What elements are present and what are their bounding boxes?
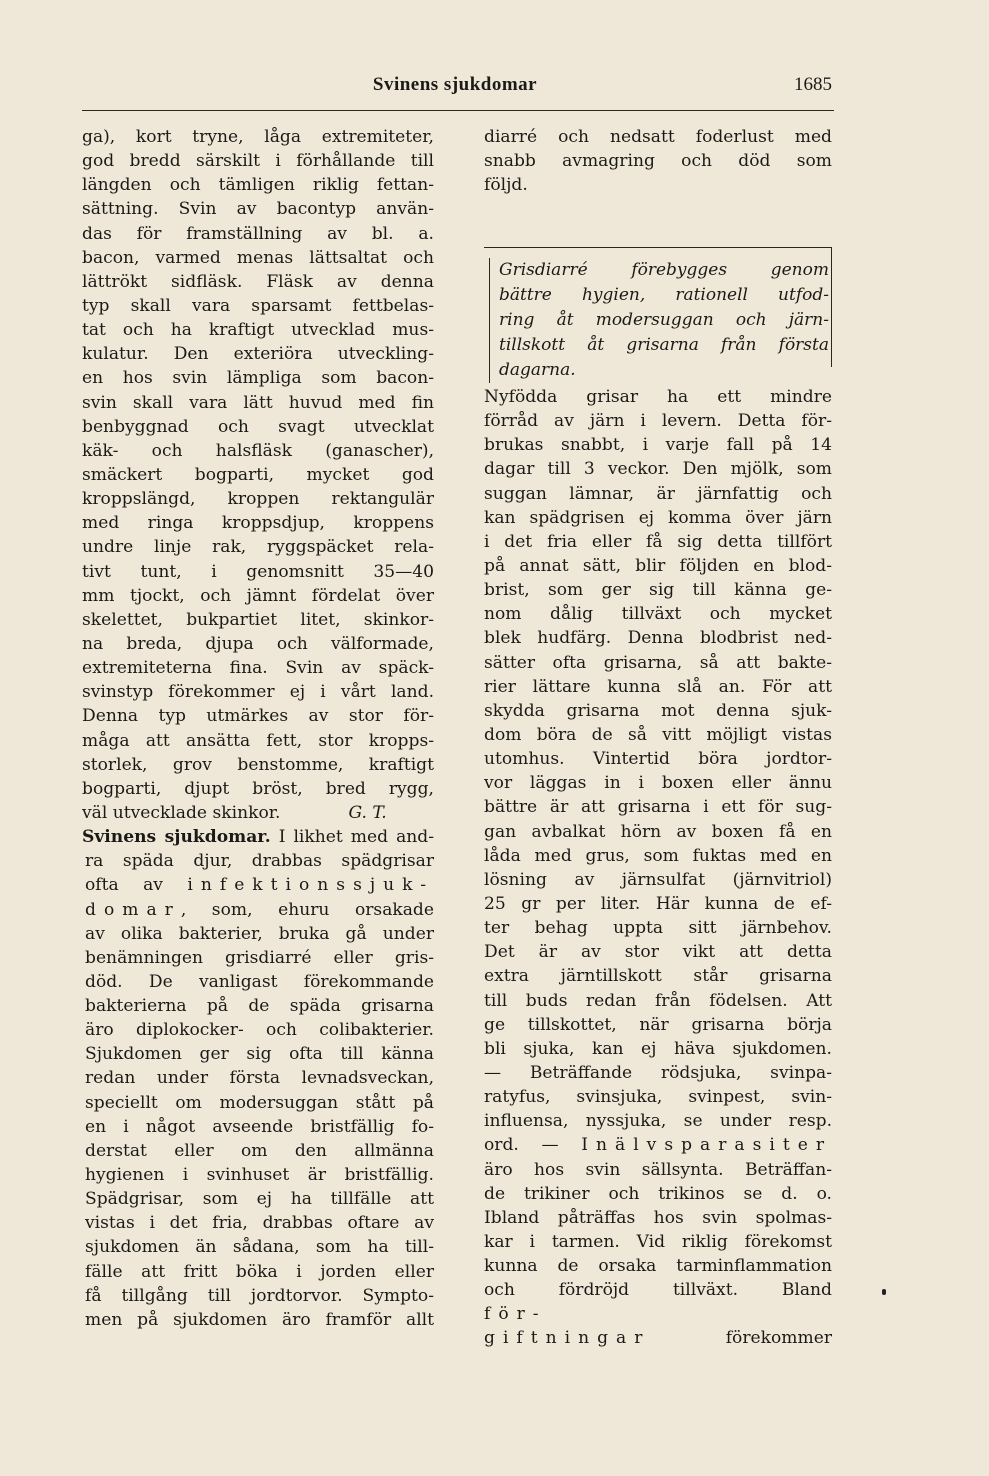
text-line: brukas snabbt, i varje fall på 14 bbox=[484, 435, 832, 456]
text-line: extremiteterna fina. Svin av späck- bbox=[82, 658, 434, 679]
entry-headline bbox=[82, 825, 434, 849]
final-sentence: väl utvecklade skinkor. bbox=[82, 802, 281, 823]
notice-box bbox=[489, 258, 829, 383]
text-line: de trikiner och trikinos se d. o. bbox=[484, 1183, 832, 1204]
text-line: kulatur. Den exteriöra utveckling- bbox=[82, 344, 434, 365]
text-line: derstat eller om den allmänna bbox=[85, 1140, 434, 1161]
text-line: längden och tämligen riklig fettan- bbox=[82, 175, 434, 196]
text-line: ge tillskottet, när grisarna börja bbox=[484, 1014, 832, 1035]
text-line bbox=[82, 801, 434, 825]
text-line: suggan lämnar, är järnfattig och bbox=[484, 483, 832, 504]
text-line: rier lättare kunna slå an. För att bbox=[484, 676, 832, 697]
left-column-lines bbox=[82, 125, 434, 801]
text-line: låda med grus, som fuktas med en bbox=[484, 845, 832, 866]
entry-first-line-text: I likhet med and- bbox=[278, 827, 434, 848]
text-line: förråd av järn i levern. Detta för- bbox=[484, 411, 832, 432]
text-line: nom dålig tillväxt och mycket bbox=[484, 604, 832, 625]
text-line-content: ofta av bbox=[85, 875, 188, 896]
text-line: ring åt modersuggan och järn- bbox=[499, 310, 829, 330]
text-line bbox=[82, 849, 434, 873]
text-line: lösning av järnsulfat (järnvitriol) bbox=[484, 869, 832, 890]
text-line: god bredd särskilt i förhållande till bbox=[82, 151, 434, 172]
text-line: fälle att fritt böka i jorden eller bbox=[85, 1261, 434, 1282]
text-line: benbyggnad och svagt utvecklat bbox=[82, 416, 434, 437]
text-line: Nyfödda grisar ha ett mindre bbox=[484, 387, 832, 407]
text-line: 25 gr per liter. Här kunna de ef- bbox=[484, 893, 832, 914]
text-line: bogparti, djupt bröst, bred rygg, bbox=[82, 778, 434, 799]
text-line: sätter ofta grisarna, så att bakte- bbox=[484, 652, 832, 673]
text-line-content: ord. — bbox=[484, 1135, 582, 1156]
text-line: utomhus. Vintertid böra jordtor- bbox=[484, 749, 832, 770]
text-line: följd. bbox=[484, 175, 528, 196]
spaced-term: giftningar bbox=[484, 1328, 651, 1349]
right-top-lines bbox=[484, 125, 832, 197]
text-line: ter behag uppta sitt järnbehov. bbox=[484, 918, 832, 939]
text-line: sjukdomen än sådana, som ha till- bbox=[85, 1237, 434, 1258]
text-line: — Beträffande rödsjuka, svinpa- bbox=[484, 1062, 832, 1083]
text-line bbox=[82, 873, 434, 897]
text-line: Denna typ utmärkes av stor för- bbox=[82, 706, 434, 727]
spaced-term: infektionssjuk- bbox=[187, 875, 434, 896]
notice-lines bbox=[499, 258, 829, 383]
text-line: död. De vanligast förekommande bbox=[85, 971, 434, 992]
text-line: dagarna. bbox=[499, 360, 576, 380]
text-line: Grisdiarré förebygges genom bbox=[499, 260, 829, 280]
text-line: vor läggas in i boxen eller ännu bbox=[484, 773, 832, 794]
text-line: skelettet, bukpartiet litet, skinkor- bbox=[82, 609, 434, 630]
text-line: snabb avmagring och död som bbox=[484, 151, 832, 172]
text-line: smäckert bogparti, mycket god bbox=[82, 464, 434, 485]
text-line bbox=[484, 1133, 832, 1157]
text-line: speciellt om modersuggan stått på bbox=[85, 1092, 434, 1113]
text-line: bli sjuka, kan ej häva sjukdomen. bbox=[484, 1038, 832, 1059]
text-line: extra järntillskott står grisarna bbox=[484, 966, 832, 987]
text-line: kar i tarmen. Vid riklig förekomst bbox=[484, 1231, 832, 1252]
text-line-content: , som, ehuru orsakade bbox=[180, 899, 434, 920]
text-line: sättning. Svin av bacontyp använ- bbox=[82, 199, 434, 220]
text-line: diarré och nedsatt foderlust med bbox=[484, 127, 832, 147]
right-column-body bbox=[484, 385, 832, 1351]
text-line: men på sjukdomen äro framför allt bbox=[85, 1309, 434, 1330]
entry-body-lines bbox=[82, 922, 434, 1332]
text-line: skydda grisarna mot denna sjuk- bbox=[484, 700, 832, 721]
text-line: måga att ansätta fett, stor kropps- bbox=[82, 730, 434, 751]
spaced-term: Inälvsparasiter bbox=[581, 1135, 832, 1156]
spaced-term: domar bbox=[85, 899, 181, 920]
text-line bbox=[82, 898, 434, 922]
text-line: äro diplokocker- och colibakterier. bbox=[85, 1020, 434, 1041]
right-body-lines-b bbox=[484, 1158, 832, 1303]
text-line: av olika bakterier, bruka gå under bbox=[85, 923, 434, 944]
text-line: dom böra de så vitt möjligt vistas bbox=[484, 724, 832, 745]
header-divider bbox=[82, 110, 834, 111]
text-line: lättrökt sidfläsk. Fläsk av denna bbox=[82, 271, 434, 292]
text-line: på annat sätt, blir följden en blod- bbox=[484, 555, 832, 576]
text-line: bacon, varmed menas lättsaltat och bbox=[82, 247, 434, 268]
text-line: ga), kort tryne, låga extremiteter, bbox=[82, 127, 434, 147]
text-line: få tillgång till jordtorvor. Sympto- bbox=[85, 1285, 434, 1306]
text-line: Spädgrisar, som ej ha tillfälle att bbox=[85, 1189, 434, 1210]
text-line: Ibland påträffas hos svin spolmas- bbox=[484, 1207, 832, 1228]
text-line: kunna de orsaka tarminflammation bbox=[484, 1256, 832, 1277]
text-line: ratyfus, svinsjuka, svinpest, svin- bbox=[484, 1087, 832, 1108]
text-line: med ringa kroppsdjup, kroppens bbox=[82, 513, 434, 534]
margin-mark bbox=[882, 1289, 886, 1295]
right-body-lines-a bbox=[484, 385, 832, 1133]
text-line: hygienen i svinhuset är bristfällig. bbox=[85, 1165, 434, 1186]
text-line bbox=[484, 1302, 832, 1326]
right-column-top bbox=[484, 125, 832, 197]
text-line: influensa, nyssjuka, se under resp. bbox=[484, 1111, 832, 1132]
page-number: 1685 bbox=[794, 74, 832, 95]
text-line: tivt tunt, i genomsnitt 35—40 bbox=[82, 561, 434, 582]
text-line: tat och ha kraftigt utvecklad mus- bbox=[82, 320, 434, 341]
text-line: bakterierna på de späda grisarna bbox=[85, 996, 434, 1017]
text-line: till buds redan från födelsen. Att bbox=[484, 990, 832, 1011]
text-line: Sjukdomen ger sig ofta till känna bbox=[85, 1044, 434, 1065]
text-line: dagar till 3 veckor. Den mjölk, som bbox=[484, 459, 832, 480]
text-line-content: förekommer bbox=[725, 1328, 832, 1349]
text-line: en hos svin lämpliga som bacon- bbox=[82, 368, 434, 389]
text-line-content: ra späda djur, drabbas spädgrisar bbox=[85, 851, 434, 872]
text-line: typ skall vara sparsamt fettbelas- bbox=[82, 295, 434, 316]
text-line: storlek, grov benstomme, kraftigt bbox=[82, 754, 434, 775]
running-header-title: Svinens sjukdomar bbox=[372, 74, 538, 95]
text-line: en i något avseende bristfällig fo- bbox=[85, 1116, 434, 1137]
text-line: Det är av stor vikt att detta bbox=[484, 942, 832, 963]
text-line: brist, som ger sig till känna ge- bbox=[484, 580, 832, 601]
text-line: kroppslängd, kroppen rektangulär bbox=[82, 489, 434, 510]
text-line: i det fria eller få sig detta tillfört bbox=[484, 531, 832, 552]
text-line bbox=[484, 1326, 832, 1350]
text-line: undre linje rak, ryggspäcket rela- bbox=[82, 537, 434, 558]
entry-headword: Svinens sjukdomar. bbox=[82, 827, 271, 848]
spaced-term: för- bbox=[484, 1304, 547, 1325]
text-line: vistas i det fria, drabbas oftare av bbox=[85, 1213, 434, 1234]
text-line: redan under första levnadsveckan, bbox=[85, 1068, 434, 1089]
text-line: bättre hygien, rationell utfod- bbox=[499, 285, 829, 305]
text-line: das för framställning av bl. a. bbox=[82, 223, 434, 244]
text-line: tillskott åt grisarna från första bbox=[499, 335, 829, 355]
text-line: och fördröjd tillväxt. Bland bbox=[484, 1280, 832, 1301]
text-line: kan spädgrisen ej komma över järn bbox=[484, 507, 832, 528]
text-line: mm tjockt, och jämnt fördelat över bbox=[82, 585, 434, 606]
text-line: svin skall vara lätt huvud med fin bbox=[82, 392, 434, 413]
text-line: blek hudfärg. Denna blodbrist ned- bbox=[484, 628, 832, 649]
left-column bbox=[82, 125, 434, 1332]
text-line: benämningen grisdiarré eller gris- bbox=[85, 947, 434, 968]
author-signature: G. T. bbox=[348, 802, 387, 823]
text-line: gan avbalkat hörn av boxen få en bbox=[484, 821, 832, 842]
text-line: svinstyp förekommer ej i vårt land. bbox=[82, 682, 434, 703]
text-line: käk- och halsfläsk (ganascher), bbox=[82, 440, 434, 461]
text-line: bättre är att grisarna i ett för sug- bbox=[484, 797, 832, 818]
text-line: na breda, djupa och välformade, bbox=[82, 633, 434, 654]
text-line: äro hos svin sällsynta. Beträffan- bbox=[484, 1159, 832, 1180]
